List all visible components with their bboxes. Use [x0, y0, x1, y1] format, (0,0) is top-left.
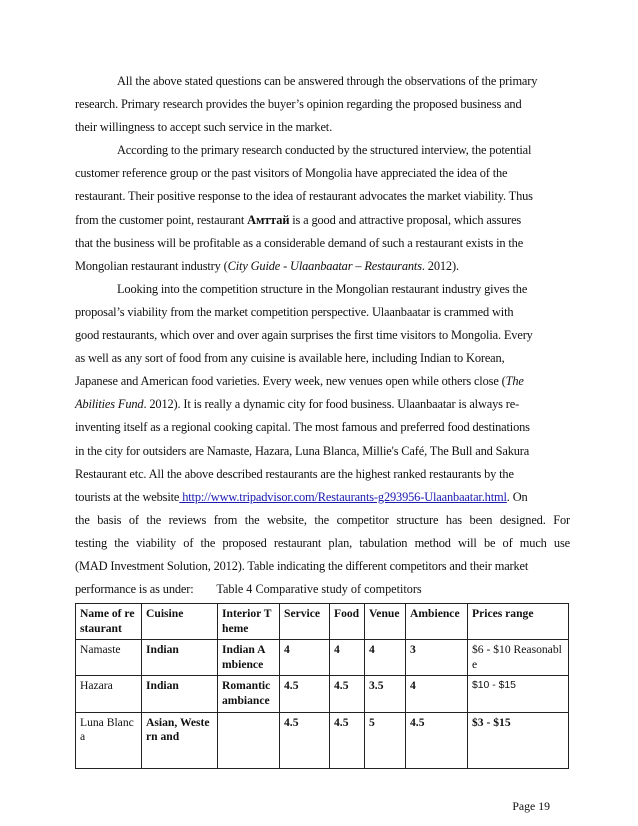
table-cell: Luna Blanca [76, 712, 142, 768]
table-cell: 4 [406, 676, 468, 712]
body-text [75, 70, 570, 601]
header-cell: Venue [365, 604, 406, 640]
text-line: Mongolian restaurant industry (City Guide - Ulaanbaatar – Restaurants. 2012). [75, 258, 459, 273]
restaurant-name: Амттай [247, 212, 290, 227]
table-cell: 4.5 [280, 676, 330, 712]
table-cell: 4.5 [330, 712, 365, 768]
text-line: Looking into the competition structure in the Mongolian restaurant industry gives the [117, 281, 528, 296]
table-cell: 4.5 [406, 712, 468, 768]
table-cell: Namaste [76, 640, 142, 676]
text-line: that the business will be profitable as a considerable demand of such a restaurant exists in the [75, 235, 524, 250]
citation: Abilities Fund [75, 397, 144, 412]
text-line: inventing itself as a regional cooking capital. The most famous and preferred food destinations [75, 420, 530, 435]
text-line: in the city for outsiders are Namaste, Hazara, Luna Blanca, Millie's Café, The Bull and Sakura [75, 443, 530, 458]
tripadvisor-link[interactable]: http://www.tripadvisor.com/Restaurants-g293956-Ulaanbaatar.html [179, 489, 507, 504]
text-line: restaurant. Their positive response to the idea of restaurant advocates the market viability. Thus [75, 189, 533, 204]
table-cell: $3 - $15 [468, 712, 569, 768]
header-cell: Ambience [406, 604, 468, 640]
table-cell: Romantic ambiance [218, 676, 280, 712]
text-line: According to the primary research conducted by the structured interview, the potential [117, 143, 532, 158]
text-line: as well as any sort of food from any cuisine is available here, including Indian to Korean, [75, 351, 505, 366]
table-cell: 3 [406, 640, 468, 676]
text-line: All the above stated questions can be answered through the observations of the primary [117, 74, 538, 88]
header-cell: Service [280, 604, 330, 640]
table-cell: 4.5 [330, 676, 365, 712]
text-line: testing the viability of the proposed restaurant plan, tabulation method will be of much use [75, 535, 570, 550]
header-cell: Cuisine [142, 604, 218, 640]
text-line: from the customer point, restaurant Амттай is a good and attractive proposal, which assures [75, 212, 522, 227]
table-cell: Asian, Western and [142, 712, 218, 768]
table-row [76, 712, 569, 768]
text-line: good restaurants, which over and over again surprises the first time visitors to Mongolia. Every [75, 328, 533, 343]
header-cell: Interior Theme [218, 604, 280, 640]
table-cell: $10 - $15 [468, 676, 569, 712]
text-line: proposal’s viability from the market competition perspective. Ulaanbaatar is crammed with [75, 304, 514, 319]
table-cell: 4 [280, 640, 330, 676]
text-line: research. Primary research provides the buyer’s opinion regarding the proposed business and [75, 97, 522, 112]
table-row [76, 640, 569, 676]
text-line: performance is as under: [75, 582, 194, 597]
text-line: tourists at the website http://www.tripadvisor.com/Restaurants-g293956-Ulaanbaatar.html. On [75, 489, 528, 504]
table-cell: 5 [365, 712, 406, 768]
citation: City Guide - Ulaanbaatar – Restaurants [227, 258, 422, 273]
competitors-table [75, 603, 569, 769]
text-line: Japanese and American food varieties. Every week, new venues open while others close (The [75, 374, 524, 389]
table-cell: Indian [142, 676, 218, 712]
header-cell: Prices range [468, 604, 569, 640]
header-cell: Food [330, 604, 365, 640]
text-line: Abilities Fund. 2012). It is really a dynamic city for food business. Ulaanbaatar is always re- [75, 397, 520, 412]
table-caption: Table 4 Comparative study of competitors [216, 582, 422, 596]
table-header-row [76, 604, 569, 640]
table-cell: 4 [365, 640, 406, 676]
table-row [76, 676, 569, 712]
table-cell: Hazara [76, 676, 142, 712]
table-cell [218, 712, 280, 768]
citation: The [505, 374, 524, 389]
text-line: customer reference group or the past visitors of Mongolia have appreciated the idea of the [75, 166, 508, 181]
table-cell: Indian Ambience [218, 640, 280, 676]
table-cell: Indian [142, 640, 218, 676]
text-line: their willingness to accept such service in the market. [75, 120, 333, 135]
table-cell: $6 - $10 Reasonable [468, 640, 569, 676]
page-number: Page 19 [512, 799, 550, 813]
header-cell: Name of restaurant [76, 604, 142, 640]
text-line: the basis of the reviews from the website, the competitor structure has been designed. For [75, 512, 570, 527]
text-line: Restaurant etc. All the above described restaurants are the highest ranked restaurants by the [75, 466, 514, 481]
table-cell: 3.5 [365, 676, 406, 712]
table-cell: 4.5 [280, 712, 330, 768]
text-line: (MAD Investment Solution, 2012). Table indicating the different competitors and their market [75, 558, 529, 573]
table-cell: 4 [330, 640, 365, 676]
